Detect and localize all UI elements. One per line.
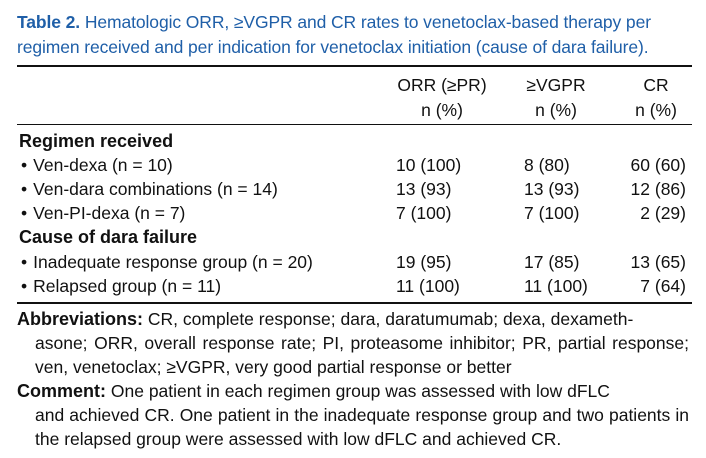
table-title: Hematologic ORR, ≥VGPR and CR rates to venetoclax-based therapy per regimen received and per indication for venetoclax initiation (cause of dara failure). (17, 12, 651, 57)
table-caption (17, 10, 693, 60)
table-row: • Ven-PI-dexa (n = 7) 7 (100) 7 (100) 2 (29) (21, 203, 686, 223)
col-header-cr: CR n (%) (635, 75, 677, 120)
table-row: • Inadequate response group (n = 20) 19 (95) 17 (85) 13 (65) (21, 252, 686, 272)
comment-note: Comment: One patient in each regimen group was assessed with low dFLC and achieved CR. One patient in the inadequate response group and two patients in the relapsed group were assessed with low dFLC and achieved CR. (17, 381, 689, 449)
col-header-vgpr: ≥VGPR n (%) (526, 75, 586, 120)
col-header-orr: ORR (≥PR) n (%) (397, 75, 487, 120)
table-row: • Ven-dexa (n = 10) 10 (100) 8 (80) 60 (60) (21, 155, 686, 175)
header-rule (17, 124, 692, 125)
bottom-rule (17, 302, 692, 304)
abbreviations-note: Abbreviations: CR, complete response; dara, daratumumab; dexa, dexameth- asone; ORR, overall response rate; PI, proteasome inhibitor; PR, partial response; ven, venetoclax; ≥VGPR, very good partial response or better (17, 309, 689, 377)
section-heading: Regimen received (19, 131, 174, 151)
table-row: • Ven-dara combinations (n = 14) 13 (93) 13 (93) 12 (86) (21, 179, 686, 199)
table-footnotes (17, 307, 689, 451)
table-row: • Relapsed group (n = 11) 11 (100) 11 (100) 7 (64) (21, 276, 686, 296)
table-label: Table 2. (17, 12, 81, 32)
section-heading: Cause of dara failure (19, 227, 198, 247)
top-rule (17, 65, 692, 67)
